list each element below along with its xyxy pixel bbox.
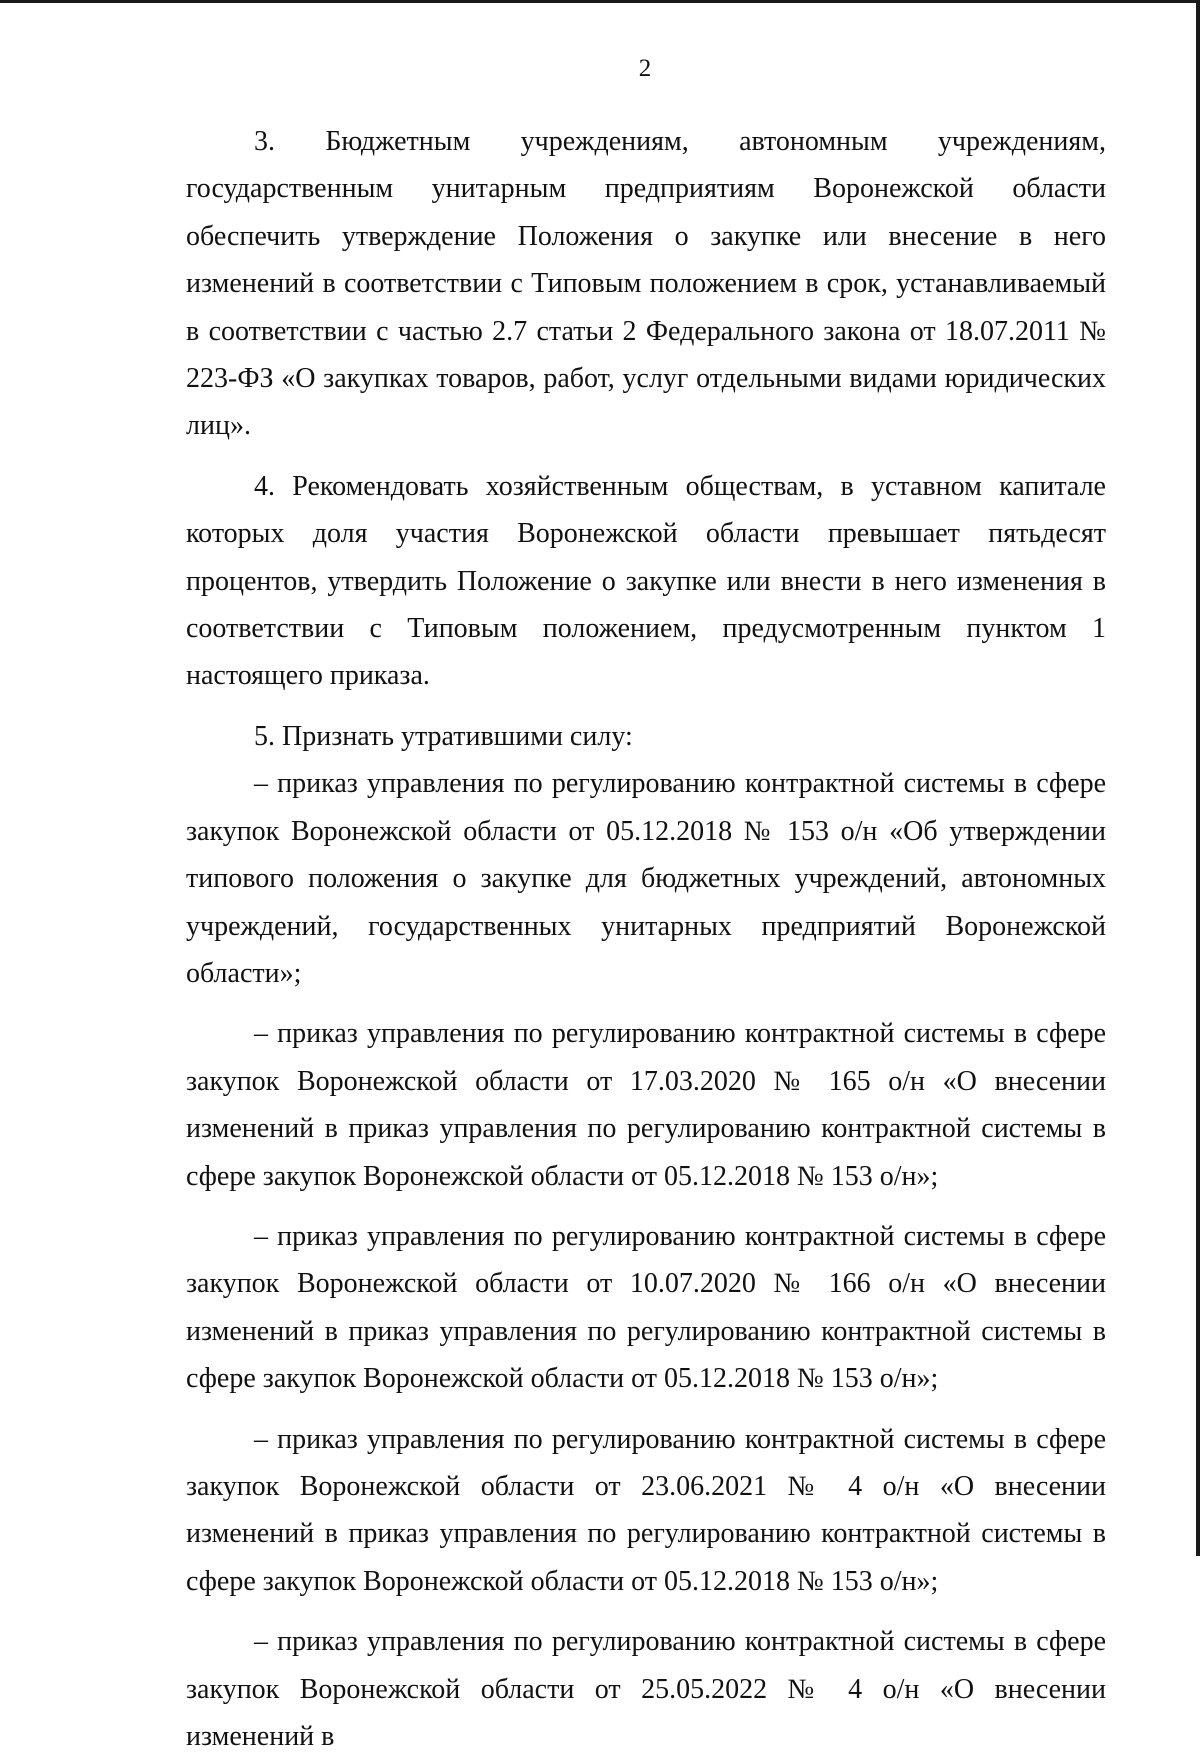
page-number: 2 bbox=[638, 55, 652, 82]
paragraph-item-4: 4. Рекомендовать хозяйственным обществам, в уставном капитале которых доля участия Воронежской области превышает пятьдесят процентов, утвердить Положение о закупке или внести в него изменения в соответствии с Типовым положением, предусмотренным пунктом 1 настоящего приказа. bbox=[186, 470, 1106, 692]
repealed-order-1: – приказ управления по регулированию контрактной системы в сфере закупок Воронежской области от 05.12.2018 № 153 о/н «Об утверждении типового положения о закупке для бюджетных учреждений, автономных учреждений, государственных унитарных предприятий Воронежской области»; bbox=[186, 768, 1106, 989]
repealed-order-4: – приказ управления по регулированию контрактной системы в сфере закупок Воронежской области от 23.06.2021 № 4 о/н «О внесении изменений в приказ управления по регулированию контрактной системы в сфере закупок Воронежской области от 05.12.2018 № 153 о/н»; bbox=[186, 1423, 1106, 1597]
repealed-order-5: – приказ управления по регулированию контрактной системы в сфере закупок Воронежской области от 25.05.2022 № 4 о/н «О внесении изменений в bbox=[186, 1626, 1106, 1752]
document-body bbox=[186, 118, 1106, 1760]
paragraph-item-5: 5. Признать утратившими силу: bbox=[254, 720, 633, 752]
repealed-order-3: – приказ управления по регулированию контрактной системы в сфере закупок Воронежской области от 10.07.2020 № 166 о/н «О внесении изменений в приказ управления по регулированию контрактной системы в сфере закупок Воронежской области от 05.12.2018 № 153 о/н»; bbox=[186, 1220, 1106, 1395]
repealed-order-2: – приказ управления по регулированию контрактной системы в сфере закупок Воронежской области от 17.03.2020 № 165 о/н «О внесении изменений в приказ управления по регулированию контрактной системы в сфере закупок Воронежской области от 05.12.2018 № 153 о/н»; bbox=[186, 1018, 1106, 1192]
paragraph-item-3: 3. Бюджетным учреждениям, автономным учреждениям, государственным унитарным предприятиям Воронежской области обеспечить утверждение Положения о закупке или внесение в него изменений в соответствии с Типовым положением в срок, устанавливаемый в соответствии с частью 2.7 статьи 2 Федерального закона от 18.07.2011 № 223-ФЗ «О закупках товаров, работ, услуг отдельными видами юридических лиц». bbox=[186, 126, 1106, 442]
